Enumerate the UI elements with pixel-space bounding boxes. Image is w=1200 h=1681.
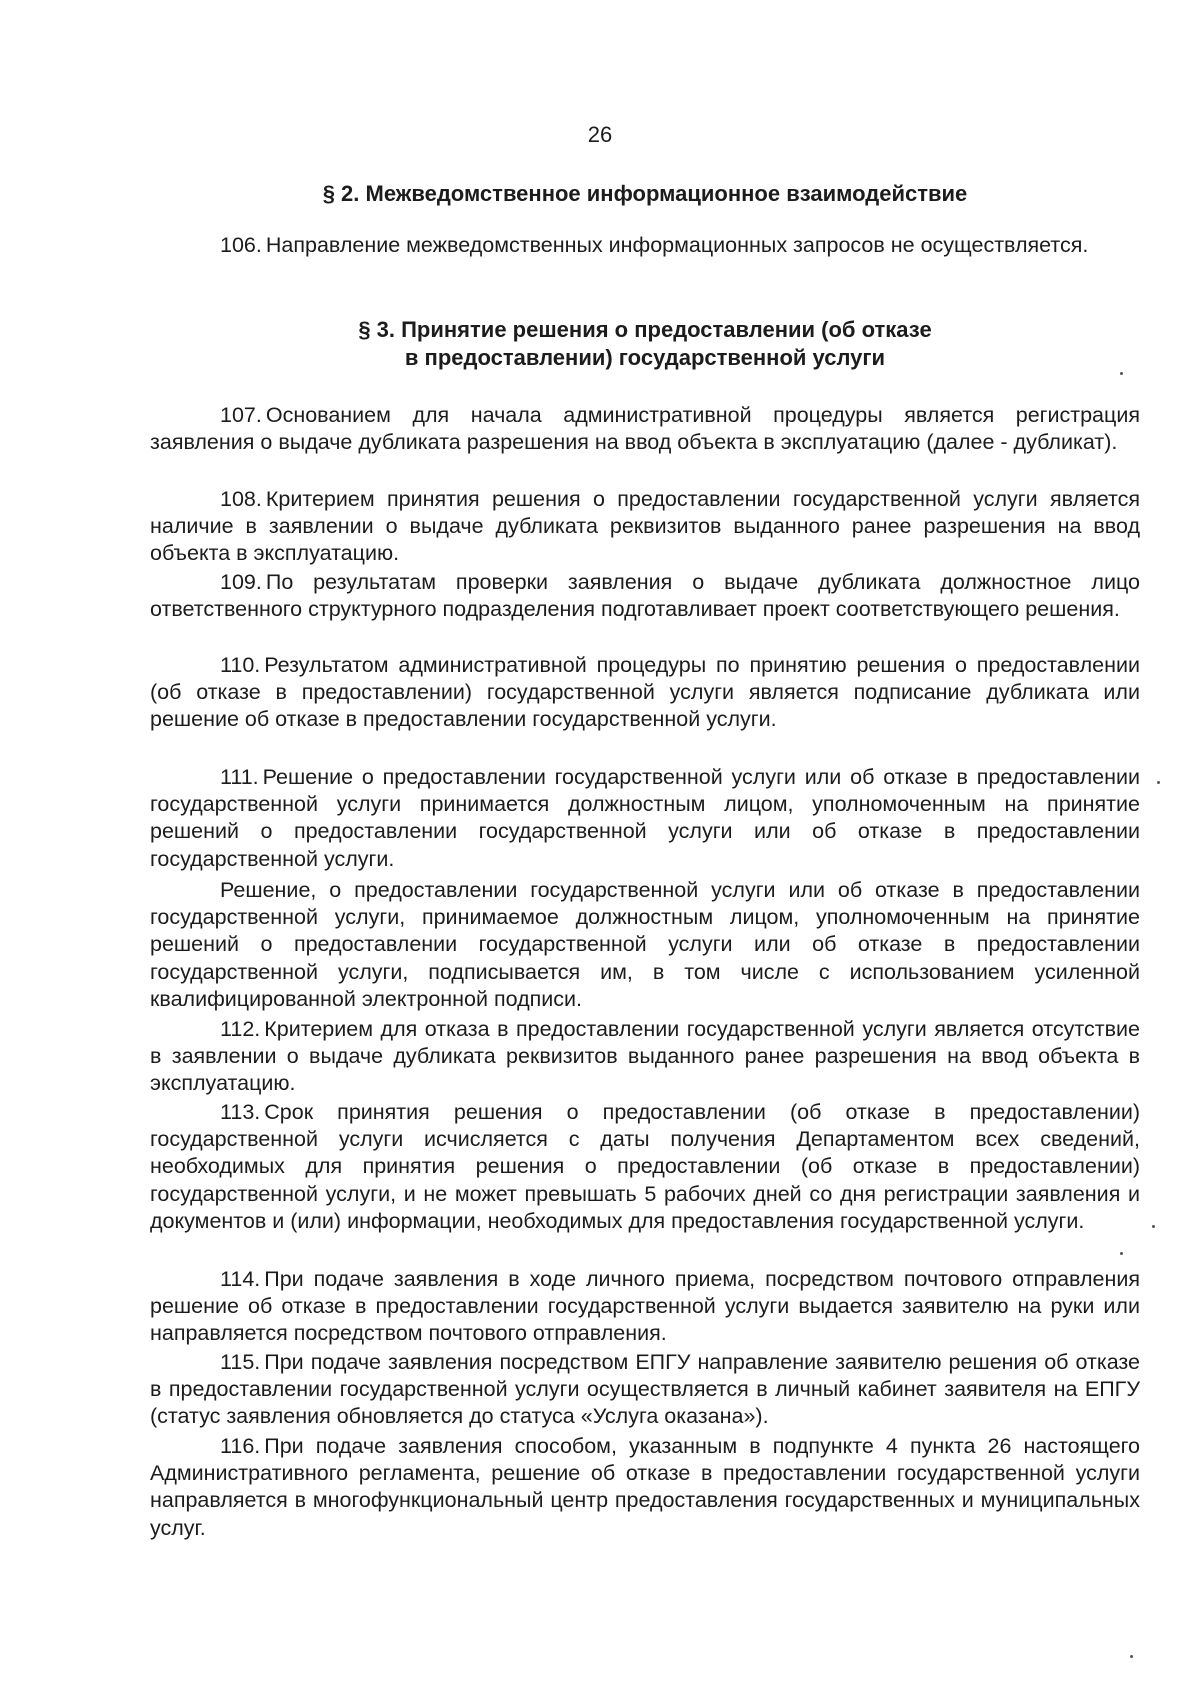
paragraph-text: При подаче заявления посредством ЕПГУ направление заявителю решения об отказе в предоставлении государственной услуги осуществляется в личный кабинет заявителя на ЕПГУ (статус заявления обновляется до статуса «Услуга оказана»). [150,1350,1140,1429]
paragraph-number: 108. [220,487,262,511]
page-number: 26 [587,122,613,147]
scan-speck [1152,1225,1155,1228]
paragraph-number: 111. [220,765,259,789]
paragraph-110 [150,652,1140,734]
paragraph-number: 112. [220,1017,261,1041]
paragraph-text: Срок принятия решения о предоставлении (об отказе в предоставлении) государственной услуги исчисляется с даты получения Департаментом всех сведений, необходимых для принятия решения о предоставлении (об отказе в предоставлении) государственной услуги, и не может превышать 5 рабочих дней со дня регистрации заявления и документов и (или) информации, необходимых для предоставления государственной услуги. [150,1100,1140,1233]
scan-speck [1157,781,1160,784]
paragraph-115 [150,1349,1140,1431]
paragraph-text: При подаче заявления способом, указанным в подпункте 4 пункта 26 настоящего Административного регламента, решение об отказе в предоставлении государственной услуги направляется в многофункциональный центр предоставления государственных и муниципальных услуг. [150,1434,1140,1540]
paragraph-108 [150,486,1140,568]
section-3-title-line-2: в предоставлении) государственной услуги [404,345,886,370]
paragraph-number: 109. [220,570,262,594]
paragraph-106 [150,232,1140,259]
paragraph-113 [150,1099,1140,1235]
paragraph-text: По результатам проверки заявления о выдаче дубликата должностное лицо ответственного структурного подразделения подготавливает проект соответствующего решения. [150,570,1140,622]
section-2-title: § 2. Межведомственное информационное взаимодействие [322,181,968,206]
paragraph-text: Результатом административной процедуры по принятию решения о предоставлении (об отказе в предоставлении) государственной услуги является подписание дубликата или решение об отказе в предоставлении государственной услуги. [150,653,1140,732]
paragraph-number: 107. [220,403,262,427]
paragraph-text: Решение о предоставлении государственной услуги или об отказе в предоставлении государственной услуги принимается должностным лицом, уполномоченным на принятие решений о предоставлении государственной услуги или об отказе в предоставлении государственной услуги. [150,765,1140,871]
paragraph-114 [150,1266,1140,1348]
paragraph-number: 114. [220,1267,261,1291]
paragraph-116 [150,1433,1140,1542]
paragraph-111 [150,764,1140,873]
scan-speck [1120,1252,1123,1255]
section-3-title-line-1: § 3. Принятие решения о предоставлении (об отказе [358,317,932,342]
paragraph-111-decision [150,877,1140,1013]
paragraph-text: Решение, о предоставлении государственной услуги или об отказе в предоставлении государственной услуги, принимаемое должностным лицом, уполномоченным на принятие решений о предоставлении государственной услуги или об отказе в предоставлении государственной услуги, подписывается им, в том числе с использованием усиленной квалифицированной электронной подписи. [150,878,1140,1011]
paragraph-number: 106. [220,233,262,257]
paragraph-number: 110. [220,653,261,677]
section-3-heading [150,316,1140,372]
section-2-heading [150,180,1140,208]
paragraph-number: 113. [220,1100,261,1124]
scan-speck [1130,1655,1133,1658]
paragraph-number: 115. [220,1350,261,1374]
paragraph-text: Основанием для начала административной процедуры является регистрация заявления о выдаче дубликата разрешения на ввод объекта в эксплуатацию (далее - дубликат). [150,403,1140,455]
paragraph-text: При подаче заявления в ходе личного приема, посредством почтового отправления решение об отказе в предоставлении государственной услуги выдается заявителю на руки или направляется посредством почтового отправления. [150,1267,1140,1346]
scan-speck [1120,372,1123,375]
paragraph-text: Направление межведомственных информационных запросов не осуществляется. [265,233,1089,257]
paragraph-109 [150,569,1140,623]
paragraph-107 [150,402,1140,456]
paragraph-text: Критерием принятия решения о предоставлении государственной услуги является наличие в заявлении о выдаче дубликата реквизитов выданного ранее разрешения на ввод объекта в эксплуатацию. [150,487,1140,566]
paragraph-text: Критерием для отказа в предоставлении государственной услуги является отсутствие в заявлении о выдаче дубликата реквизитов выданного ранее разрешения на ввод объекта в эксплуатацию. [150,1017,1140,1096]
paragraph-112 [150,1016,1140,1098]
paragraph-number: 116. [220,1434,261,1458]
